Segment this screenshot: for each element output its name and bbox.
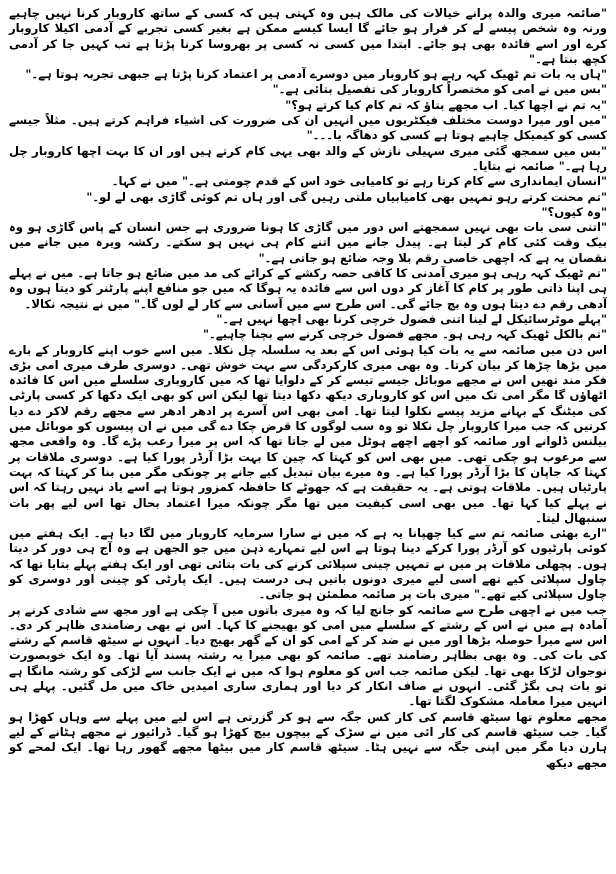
paragraph-16: جب میں نے اچھی طرح سے صائمہ کو جانچ لیا کہ وہ میری باتوں میں آ چکی ہے اور مجھ سے شادی کرنے پر آمادہ ہے میں نے اس کے رشتے کے سلسلے میں امی کو بھیجنے کا کہا۔ اس نے بھی رضامندی ظاہر کر دی۔ اس سے میرا حوصلہ بڑھا اور میں نے ضد کر کے امی کو ان کے گھر بھیج دیا۔ انہوں نے سیٹھ قاسم کے رشتے کی بات کی۔ وہ بھی بظاہر رضامند تھے۔ صائمہ کو بھی میرا یہ رشتہ پسند آیا تھا۔ وہ ایک خوبصورت نوجوان لڑکا بھی تھا۔ لیکن صائمہ جب اس کو معلوم ہوا کہ میں نے ایک جانب سے لڑکی کو رشتہ مانگا ہے تو بات ہی بگڑ گئی۔ انہوں نے صاف انکار کر دیا اور ہماری ساری امیدیں خاک میں مل گئیں۔ پہلے ہی انہیں میرا معاملہ مشکوک لگتا تھا۔ [9,602,607,709]
paragraph-10: "اتنی سی بات بھی نہیں سمجھتے اس دور میں گاڑی کا ہونا ضروری ہے جس انسان کے پاس گاڑی ہو وہ بیک وقت کئی کام کر لیتا ہے۔ پیدل جانے میں اتنے کام ہی نہیں ہو سکتے۔ رکشہ ویرہ میں جانے میں نقصان یہ ہے کہ اچھی خاصی رقم بلا وجہ ضائع ہو جاتی ہے۔" [9,220,607,265]
paragraph-11: "تم ٹھیک کہہ رہی ہو میری آمدنی کا کافی حصہ رکشے کے کرائے کی مد میں ضائع ہو جاتا ہے۔ میں نے پہلے ہی اپنا ذاتی طور پر کام کا آغاز کر دوں اس سے فائدہ یہ ہوگا کہ میں جو منافع اپنے پارٹنر کو دیتا ہوں وہ آدھی رقم دے دیتا ہوں وہ بچ جائے گی۔ اس طرح سے میں آسانی سے کار لے لوں گا۔" میں نے نتیجہ نکالا۔ [9,266,607,311]
paragraph-13: "تم بالکل ٹھیک کہہ رہی ہو۔ مجھے فضول خرچی کرنے سے بچنا چاہیے۔" [203,327,607,342]
paragraph-9: "وہ کیوں؟" [541,204,607,219]
paragraph-5: "میں اور میرا دوست مختلف فیکٹریوں میں انہیں ان کی ضرورت کی اشیاء فراہم کرتے ہیں۔ مثلاً جیسے کسی کو کیمیکل چاہیے ہوتا ہے کسی کو دھاگہ یا۔۔۔" [9,113,607,143]
paragraph-2: "ہاں یہ بات تم ٹھیک کہہ رہے ہو کاروبار میں دوسرے آدمی پر اعتماد کرنا پڑتا ہے جبھی تجربہ ہوتا ہے۔" [25,67,607,82]
paragraph-6: "بس میں سمجھ گئی میری سہیلی نازش کے والد بھی یہی کام کرتے ہیں اور ان کا بہت اچھا کاروبار چل رہا ہے۔" صائمہ نے بتایا۔ [9,143,607,173]
paragraph-8: "تم محنت کرتے رہو تمہیں بھی کامیابیاں ملتی رہیں گی اور ہاں تم کوئی گاڑی بھی لے لو۔" [86,189,607,204]
paragraph-1: "صائمہ میری والدہ پرانے خیالات کی مالک ہیں وہ کہتی ہیں کہ کسی کے ساتھ کاروبار کرنا نہیں چاہیے ورنہ وہ شخص پیسے لے کر فرار ہو جائے گا ایسا کیسے ممکن ہے بغیر کسی تجربے کے آدمی اکیلا کاروبار کرے اور اسے فائدہ بھی ہو جائے۔ ابتدا میں کسی نہ کسی پر بھروسا کرنا پڑتا ہے تب کہیں جا کر آدمی کچھ بنتا ہے۔" [9,6,607,66]
paragraph-4: "یہ تم نے اچھا کیا۔ اب مجھے بتاؤ کہ تم کام کیا کرتے ہو؟" [285,97,607,112]
paragraph-7: "انسان ایمانداری سے کام کرتا رہے تو کامیابی خود اس کے قدم چومتی ہے۔" میں نے کہا۔ [111,174,607,189]
paragraph-3: "بس میں نے امی کو مختصراً کاروبار کی تفصیل بتائی ہے۔" [272,82,607,97]
paragraph-14: اس دن میں صائمہ سے یہ بات کیا ہوئی اس کے بعد یہ سلسلہ چل نکلا۔ میں اسے خوب اپنے کاروبار کے بارے میں بڑھا چڑھا کر بیان کرتا۔ وہ بھی میری کارکردگی سے بہت خوش تھی۔ دوسری طرف میری امی بڑی فکر مند تھیں اس نے مجھے موبائل جیسے تیسے کر کے دلوایا تھا کہ میں کاروباری سلسلے میں اس کا فائدہ اٹھاؤں گا مگر امی تک میں اس کو کاروباری دیکھ دکھا دیتا تھا لیکن اس کو بھی ایک دکھا کر کسی پارٹی کی میٹنگ کے بہانے مزید پیسے نکلوا لیتا تھا۔ امی بھی اس آسرے پر ادھر ادھر سے مجھے رقم لاکر دے دیا کرتیں کہ جب میرا کاروبار چل نکلا تو وہ سب لوگوں کا قرض چکا دے گی میں نے ان پیسوں کو موبائل میں بیلنس ڈلوانے اور صائمہ کو اچھے اچھے ہوٹل میں لے جاتا تھا کہ اس پر میرا رعب پڑے گا۔ وہ واقعی مجھ سے مرعوب ہو چکی تھی۔ میں بھی اس کو کہتا کہ چین کا بہت بڑا آرڈر پورا کیا ہے۔ دوسری ملاقات پر کہتا کہ جاپان کا بڑا آرڈر پورا کیا ہے۔ وہ میرے بیان تبدیل کیے جانے پر چونکی مگر میں بنا کر کہتا کہ بہت پارٹیاں ہیں۔ ملاقات ہوتی ہے۔ یہ حقیقت ہے کہ جھوٹے کا حافظہ کمزور ہوتا ہے اسے یاد نہیں رہتا کہ اس نے پہلے کیا کہا تھا۔ میں بھی اسی کیفیت میں تھا مگر چونکہ میرا اعتماد بحال تھا اس لیے پھر بات سنبھال لیتا۔ [9,342,607,525]
paragraph-17: مجھے معلوم تھا سیٹھ قاسم کی کار کس جگہ سے ہو کر گزرتی ہے اس لیے میں پہلے سے وہاں کھڑا ہو گیا۔ جب سیٹھ قاسم کی کار ائی میں نے سڑک کے بیچوں بیچ کھڑا ہو گیا۔ ڈرائیور نے مجھے ہٹانے کے لیے ہارن دیا مگر میں اپنی جگہ سے نہیں ہٹا۔ سیٹھ قاسم کار میں بیٹھا مجھے گھور رہا تھا۔ ایک لمحے کو مجھے دیکھ [9,709,607,770]
paragraph-15: "ارے بھئی صائمہ تم سے کیا چھپانا یہ ہے کہ میں نے سارا سرمایہ کاروبار میں لگا دیا ہے۔ ایک ہفتے میں کوئی پارٹیوں کو آرڈر پورا کرکے دینا ہوتا ہے اس لیے تمہارے ذہن میں جو الجھن ہے وہ آج ہی دور کر دیتا ہوں۔ پچھلی ملاقات پر میں نے تمہیں چینی سپلائی کرنے کی بات بتائی تھی اور ایک ہفتے پہلے بتایا تھا کہ چاول سپلائی کیے تھے اسی لیے میری دونوں باتیں ہی درست ہیں۔ ایک پارٹی کو چینی اور دوسری کو چاول سپلائی کیے تھے۔" میری بات پر صائمہ مطمئن ہو جاتی۔ [9,526,607,602]
paragraph-12: "پہلے موٹرسائیکل لے لینا اتنی فضول خرچی کرنا بھی اچھا نہیں ہے۔" [216,311,607,326]
